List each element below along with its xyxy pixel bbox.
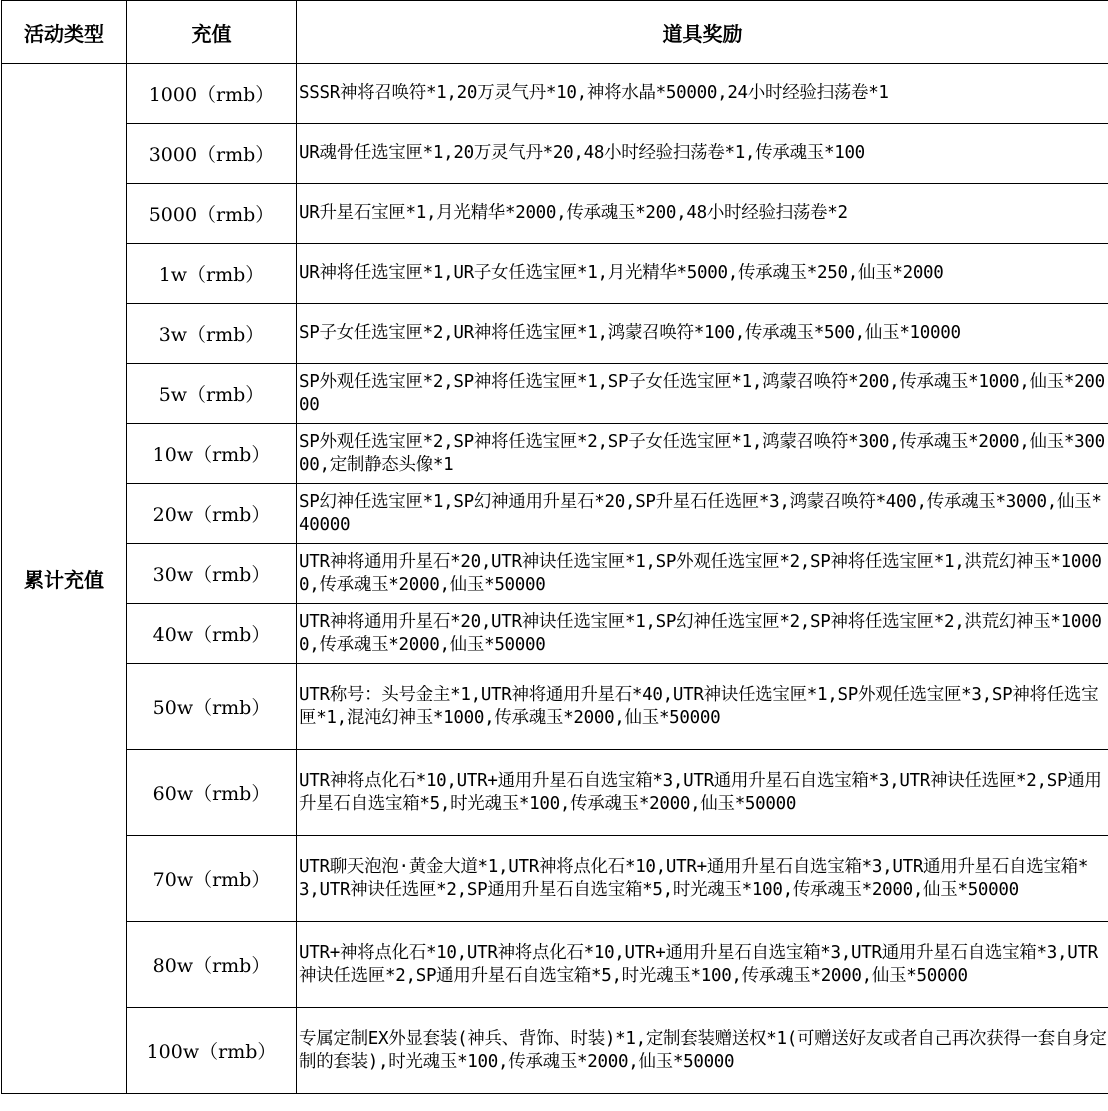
header-recharge: 充值 (127, 1, 297, 64)
reward-text: UTR神将通用升星石*20,UTR神诀任选宝匣*1,SP幻神任选宝匣*2,SP神将任选宝匣*2,洪荒幻神玉*10000,传承魂玉*2000,仙玉*50000 (297, 604, 1108, 664)
recharge-amount: 20w（rmb） (127, 484, 297, 544)
reward-text: SP外观任选宝匣*2,SP神将任选宝匣*2,SP子女任选宝匣*1,鸿蒙召唤符*300,传承魂玉*2000,仙玉*30000,定制静态头像*1 (297, 424, 1108, 484)
header-item-reward: 道具奖励 (297, 1, 1108, 64)
table-row (2, 64, 1108, 124)
table-header-row (2, 1, 1108, 64)
reward-text: UTR称号：头号金主*1,UTR神将通用升星石*40,UTR神诀任选宝匣*1,SP外观任选宝匣*3,SP神将任选宝匣*1,混沌幻神玉*1000,传承魂玉*2000,仙玉*50000 (297, 664, 1108, 750)
table-row (2, 124, 1108, 184)
reward-text: UR神将任选宝匣*1,UR子女任选宝匣*1,月光精华*5000,传承魂玉*250,仙玉*2000 (297, 244, 1108, 304)
recharge-amount: 30w（rmb） (127, 544, 297, 604)
table-row (2, 484, 1108, 544)
reward-text: UTR神将点化石*10,UTR+通用升星石自选宝箱*3,UTR通用升星石自选宝箱*3,UTR神诀任选匣*2,SP通用升星石自选宝箱*5,时光魂玉*100,传承魂玉*2000,仙玉*50000 (297, 750, 1108, 836)
table-row (2, 750, 1108, 836)
recharge-amount: 10w（rmb） (127, 424, 297, 484)
reward-text: UR升星石宝匣*1,月光精华*2000,传承魂玉*200,48小时经验扫荡卷*2 (297, 184, 1108, 244)
reward-text: SP子女任选宝匣*2,UR神将任选宝匣*1,鸿蒙召唤符*100,传承魂玉*500,仙玉*10000 (297, 304, 1108, 364)
header-activity-type: 活动类型 (2, 1, 127, 64)
table-row (2, 922, 1108, 1008)
recharge-amount: 5w（rmb） (127, 364, 297, 424)
activity-type-cell: 累计充值 (2, 64, 127, 1094)
table-row (2, 304, 1108, 364)
table-row (2, 836, 1108, 922)
table-row (2, 664, 1108, 750)
reward-table (1, 0, 1108, 1094)
table-row (2, 364, 1108, 424)
reward-text: UTR+神将点化石*10,UTR神将点化石*10,UTR+通用升星石自选宝箱*3,UTR通用升星石自选宝箱*3,UTR神诀任选匣*2,SP通用升星石自选宝箱*5,时光魂玉*100,传承魂玉*2000,仙玉*50000 (297, 922, 1108, 1008)
table-row (2, 1008, 1108, 1094)
table-row (2, 244, 1108, 304)
recharge-amount: 40w（rmb） (127, 604, 297, 664)
table-row (2, 544, 1108, 604)
table-row (2, 424, 1108, 484)
recharge-amount: 3w（rmb） (127, 304, 297, 364)
recharge-amount: 1w（rmb） (127, 244, 297, 304)
reward-text: UTR神将通用升星石*20,UTR神诀任选宝匣*1,SP外观任选宝匣*2,SP神将任选宝匣*1,洪荒幻神玉*10000,传承魂玉*2000,仙玉*50000 (297, 544, 1108, 604)
table-row (2, 604, 1108, 664)
recharge-amount: 3000（rmb） (127, 124, 297, 184)
reward-text: SSSR神将召唤符*1,20万灵气丹*10,神将水晶*50000,24小时经验扫荡卷*1 (297, 64, 1108, 124)
recharge-amount: 5000（rmb） (127, 184, 297, 244)
reward-text: UR魂骨任选宝匣*1,20万灵气丹*20,48小时经验扫荡卷*1,传承魂玉*100 (297, 124, 1108, 184)
recharge-amount: 60w（rmb） (127, 750, 297, 836)
reward-text: UTR聊天泡泡·黄金大道*1,UTR神将点化石*10,UTR+通用升星石自选宝箱*3,UTR通用升星石自选宝箱*3,UTR神诀任选匣*2,SP通用升星石自选宝箱*5,时光魂玉*100,传承魂玉*2000,仙玉*50000 (297, 836, 1108, 922)
recharge-amount: 1000（rmb） (127, 64, 297, 124)
reward-text: SP外观任选宝匣*2,SP神将任选宝匣*1,SP子女任选宝匣*1,鸿蒙召唤符*200,传承魂玉*1000,仙玉*20000 (297, 364, 1108, 424)
recharge-amount: 50w（rmb） (127, 664, 297, 750)
recharge-amount: 80w（rmb） (127, 922, 297, 1008)
reward-text: SP幻神任选宝匣*1,SP幻神通用升星石*20,SP升星石任选匣*3,鸿蒙召唤符*400,传承魂玉*3000,仙玉*40000 (297, 484, 1108, 544)
recharge-amount: 100w（rmb） (127, 1008, 297, 1094)
reward-text: 专属定制EX外显套装(神兵、背饰、时装)*1,定制套装赠送权*1(可赠送好友或者自己再次获得一套自身定制的套装),时光魂玉*100,传承魂玉*2000,仙玉*50000 (297, 1008, 1108, 1094)
table-row (2, 184, 1108, 244)
recharge-amount: 70w（rmb） (127, 836, 297, 922)
